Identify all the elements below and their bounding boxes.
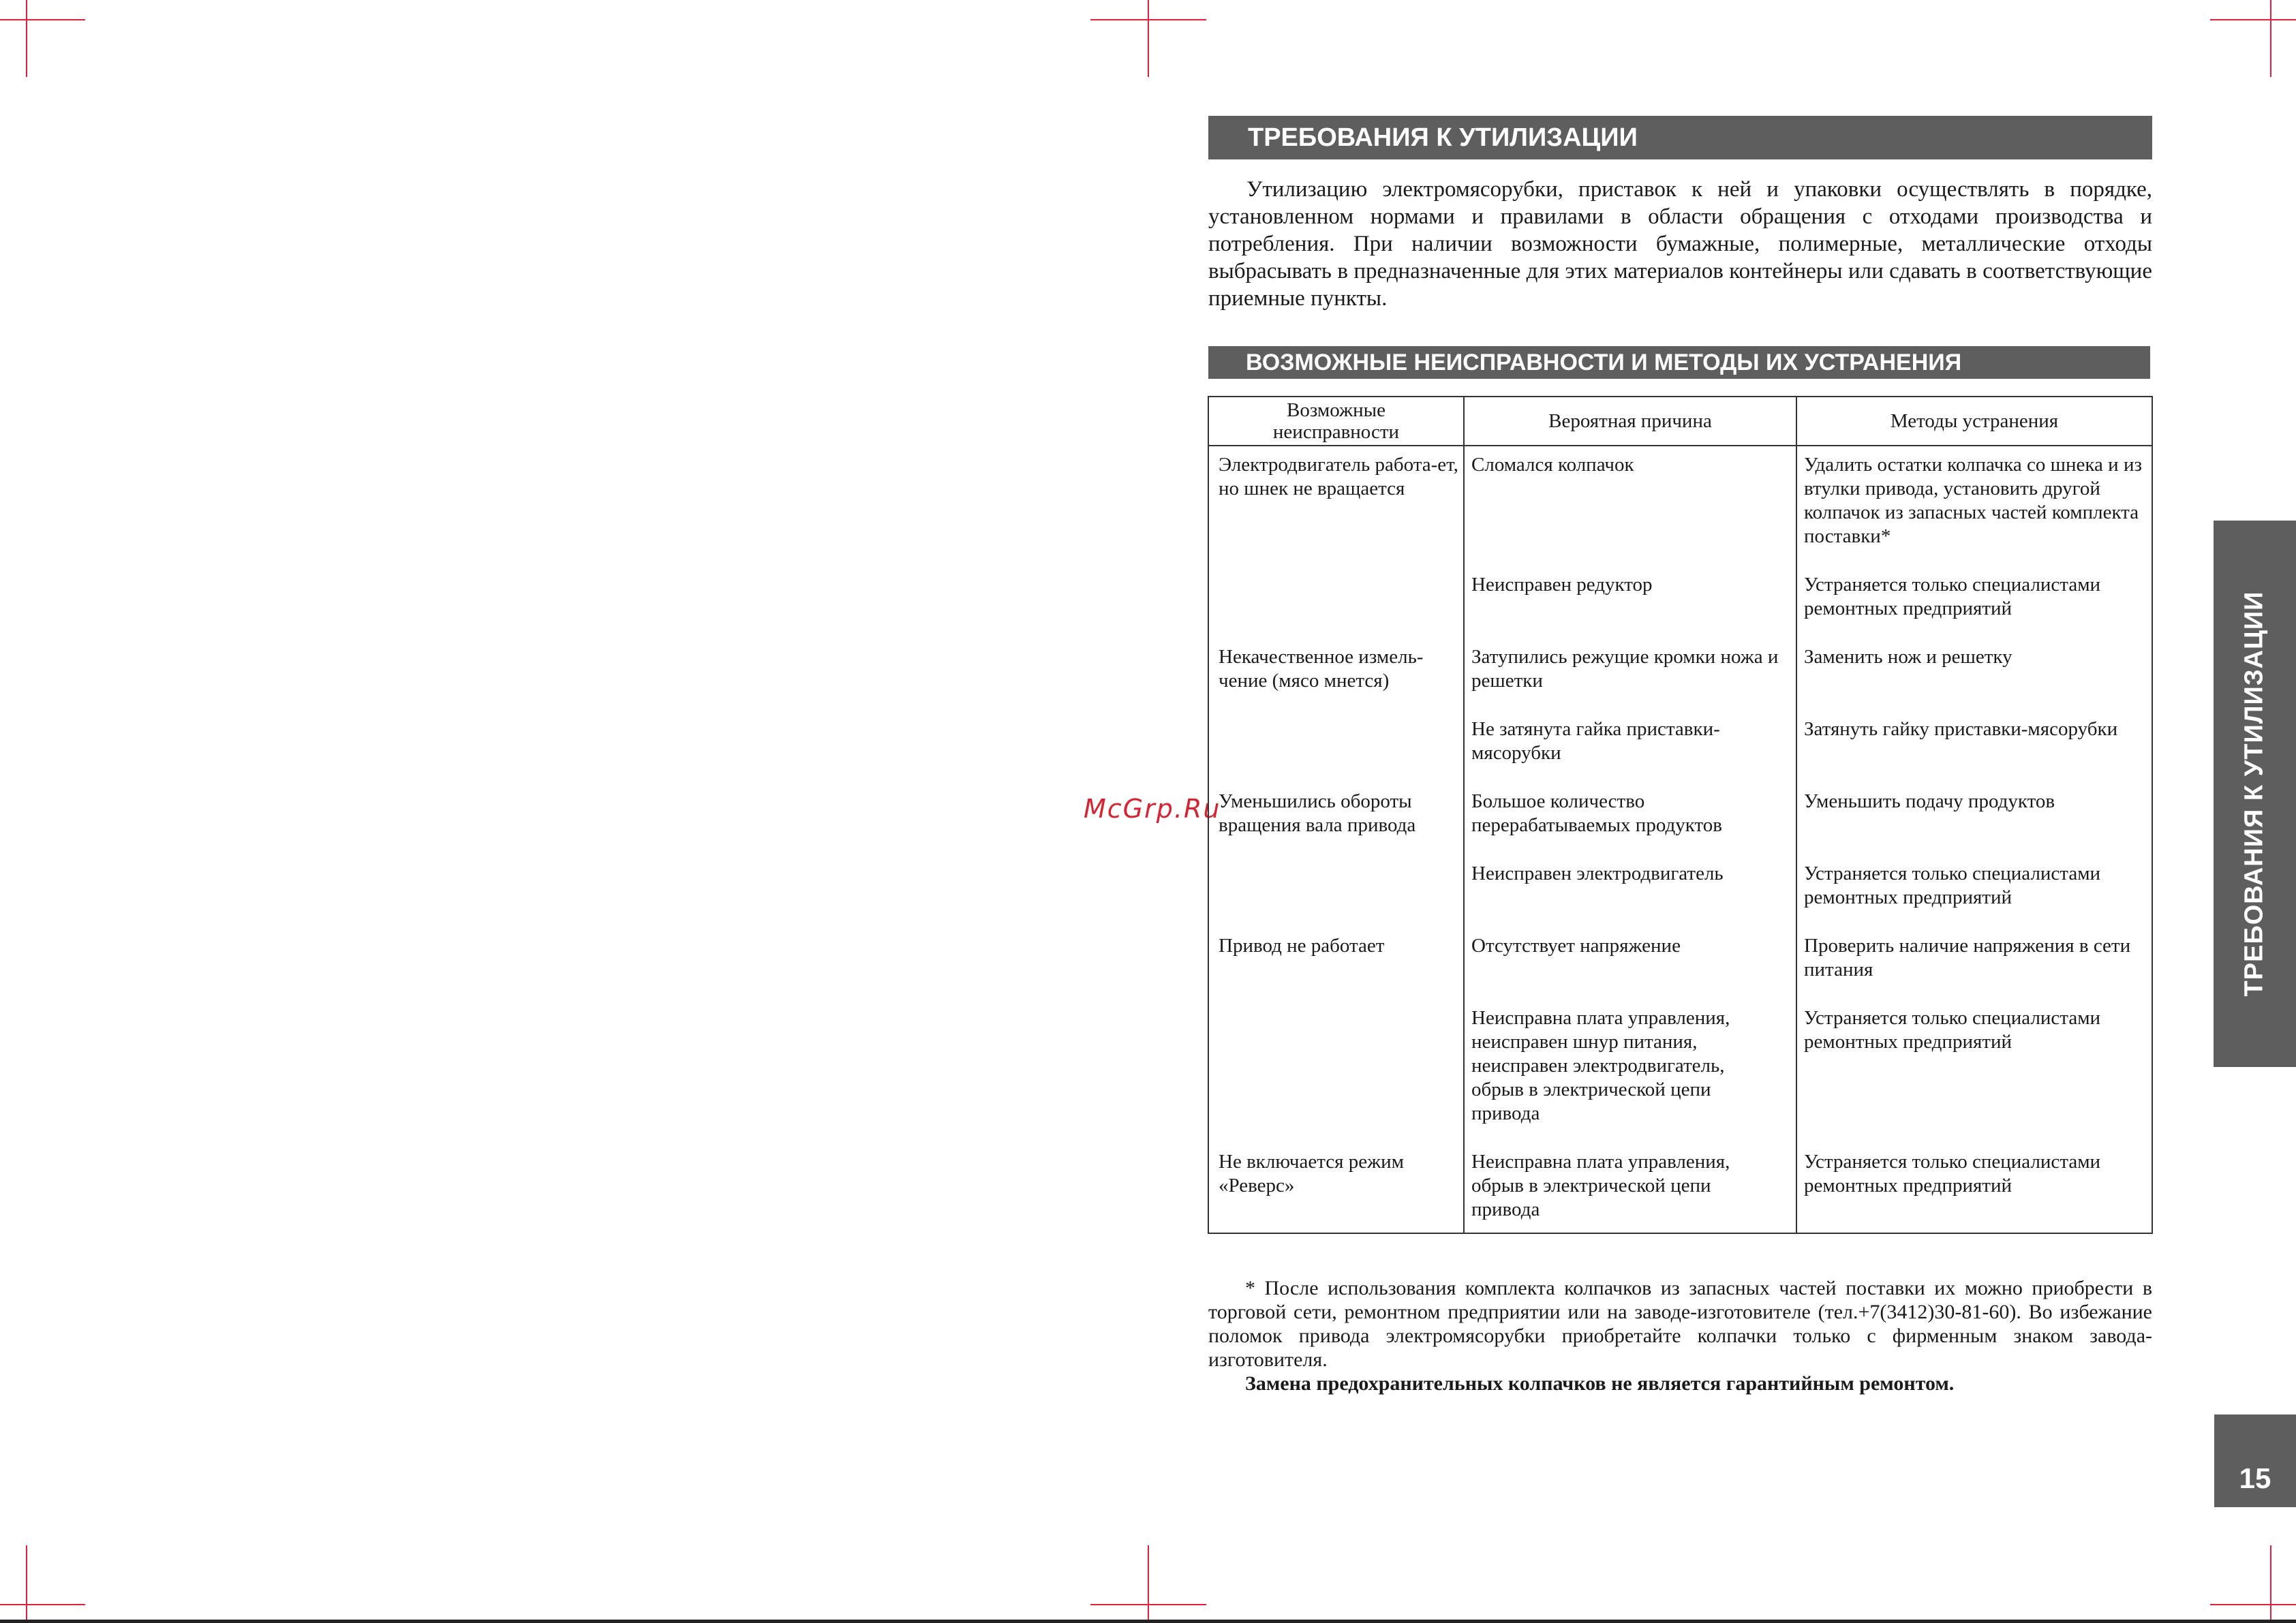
fault-cell: Электродвигатель работа-ет, но шнек не вращается [1208, 446, 1464, 573]
table-row [1208, 717, 2152, 790]
cause-cell: Большое количество перерабатываемых продуктов [1464, 790, 1796, 862]
table-row [1208, 934, 2152, 1006]
table-row [1208, 862, 2152, 934]
remedy-cell: Проверить наличие напряжения в сети питания [1796, 934, 2152, 1006]
crop-mark [0, 19, 85, 20]
cause-cell: Затупились режущие кромки ножа и решетки [1464, 645, 1796, 717]
cause-cell: Неисправен электродвигатель [1464, 862, 1796, 934]
cause-cell: Сломался колпачок [1464, 446, 1796, 573]
remedy-cell: Затянуть гайку приставки-мясорубки [1796, 717, 2152, 790]
table-row [1208, 446, 2152, 573]
footnote-text: * После использования комплекта колпачков из запасных частей поставки их можно приобрести в торговой сети, ремонтном предприятии или на заводе-изготовителе (тел.+7(3412)30-81-60). Во избежание поломок привода электромясорубки приобретайте колпачки только с фирменным знаком завода-изготовителя. [1208, 1277, 2152, 1371]
crop-mark [2210, 1604, 2296, 1605]
fault-cell [1208, 862, 1464, 934]
crop-mark [26, 0, 27, 77]
cause-cell: Не затянута гайка приставки-мясорубки [1464, 717, 1796, 790]
crop-mark [1148, 1545, 1149, 1623]
cause-cell: Неисправна плата управления, обрыв в электрической цепи привода [1464, 1150, 1796, 1233]
crop-mark [26, 1545, 27, 1623]
table-header-row [1208, 397, 2152, 446]
cause-cell: Отсутствует напряжение [1464, 934, 1796, 1006]
column-header-cause: Вероятная причина [1464, 397, 1796, 446]
troubleshooting-table [1208, 396, 2153, 1234]
remedy-cell: Удалить остатки колпачка со шнека и из втулки привода, установить другой колпачок из запасных частей комплекта поставки* [1796, 446, 2152, 573]
fault-cell [1208, 717, 1464, 790]
cause-cell: Неисправна плата управления, неисправен шнур питания, неисправен электродвигатель, обрыв в электрической цепи привода [1464, 1006, 1796, 1150]
remedy-cell: Уменьшить подачу продуктов [1796, 790, 2152, 862]
cause-cell: Неисправен редуктор [1464, 573, 1796, 645]
disposal-text: Утилизацию электромясорубки, приставок к ней и упаковки осуществлять в порядке, установленном нормами и правилами в области обращения с отходами производства и потребления. При наличии возможности бумажные, полимерные, металлические отходы выбрасывать в предназначенные для этих материалов контейнеры или сдавать в соответствующие приемные пункты. [1208, 177, 2152, 311]
footnote-warranty-note: Замена предохранительных колпачков не является гарантийным ремонтом. [1245, 1372, 1955, 1395]
column-header-fault: Возможные неисправности [1208, 397, 1464, 446]
page-number: 15 [2214, 1415, 2296, 1507]
remedy-cell: Устраняется только специалистами ремонтных предприятий [1796, 862, 2152, 934]
table-row [1208, 1006, 2152, 1150]
remedy-cell: Устраняется только специалистами ремонтных предприятий [1796, 1150, 2152, 1233]
fault-cell: Некачественное измель-чение (мясо мнется) [1208, 645, 1464, 717]
troubleshooting-heading: ВОЗМОЖНЫЕ НЕИСПРАВНОСТИ И МЕТОДЫ ИХ УСТРАНЕНИЯ [1208, 346, 2150, 379]
crop-mark [0, 1604, 85, 1605]
page-bottom-rule [0, 1620, 2296, 1623]
watermark: McGrp.Ru [1084, 794, 1221, 824]
fault-cell [1208, 1006, 1464, 1150]
crop-mark [2270, 0, 2271, 77]
crop-mark [1148, 0, 1149, 77]
table-row [1208, 573, 2152, 645]
remedy-cell: Устраняется только специалистами ремонтных предприятий [1796, 1006, 2152, 1150]
column-header-remedy: Методы устранения [1796, 397, 2152, 446]
fault-cell [1208, 573, 1464, 645]
side-tab-label: ТРЕБОВАНИЯ К УТИЛИЗАЦИИ [2239, 591, 2269, 997]
fault-cell: Не включается режим «Реверс» [1208, 1150, 1464, 1233]
section-side-tab [2214, 521, 2296, 1067]
footnote [1208, 1276, 2152, 1395]
fault-cell: Привод не работает [1208, 934, 1464, 1006]
table-row [1208, 790, 2152, 862]
fault-cell: Уменьшились обороты вращения вала привода [1208, 790, 1464, 862]
crop-mark [2270, 1545, 2271, 1623]
table-row [1208, 1150, 2152, 1233]
remedy-cell: Заменить нож и решетку [1796, 645, 2152, 717]
table-row [1208, 645, 2152, 717]
crop-mark [2210, 19, 2296, 20]
disposal-heading: ТРЕБОВАНИЯ К УТИЛИЗАЦИИ [1208, 116, 2152, 159]
remedy-cell: Устраняется только специалистами ремонтных предприятий [1796, 573, 2152, 645]
